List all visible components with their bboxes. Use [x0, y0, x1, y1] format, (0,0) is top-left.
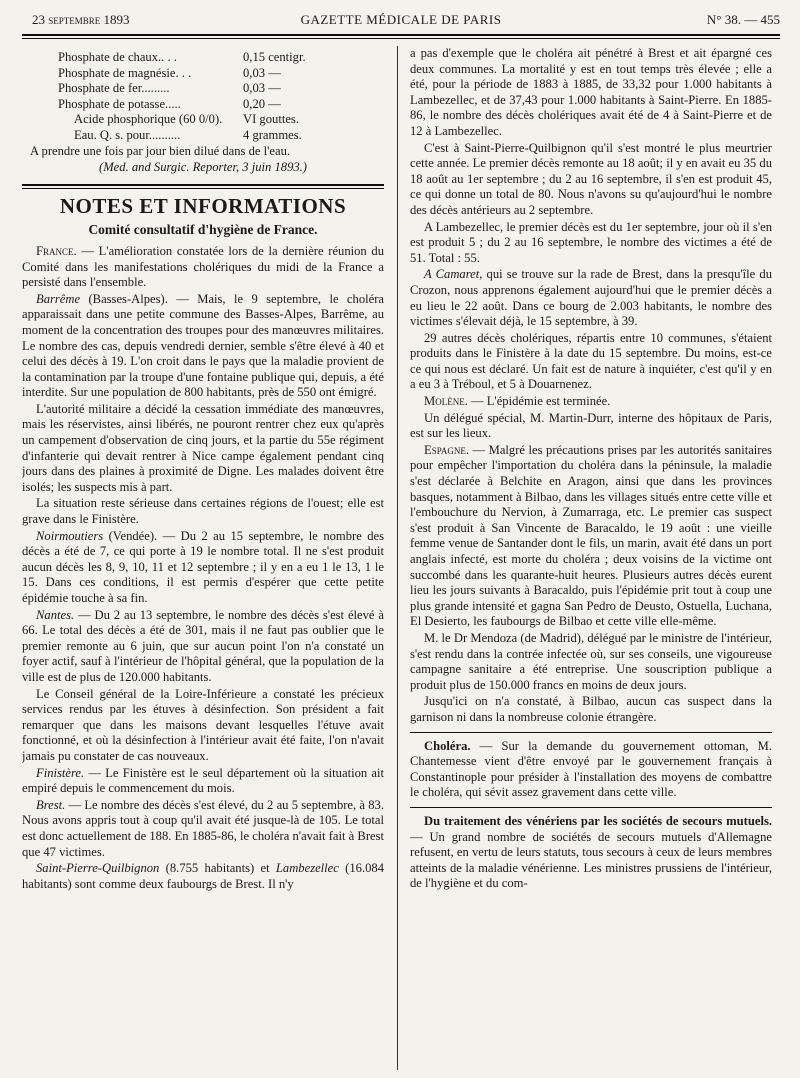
paragraph — [22, 292, 384, 401]
paragraph-text: — L'épidémie est terminée. — [467, 394, 611, 409]
formula-ingredient: Phosphate de magnésie. . . — [58, 65, 192, 80]
formula-dose: 0,03 — — [243, 65, 281, 80]
left-column — [22, 46, 384, 1070]
paragraph-lead: A Camaret — [424, 267, 480, 282]
formula-ingredient: Phosphate de potasse..... — [58, 96, 181, 111]
header-issue: N° 38. — 455 — [706, 12, 780, 27]
header-rule-thin — [22, 38, 780, 39]
paragraph-lead: Brest. — [36, 797, 66, 812]
formula-ingredient: Eau. Q. s. pour.......... — [74, 127, 181, 142]
section-rule — [410, 732, 772, 733]
paragraph-text: — L'amélioration constatée lors de la dernière réunion du Comité dans les manifestations cholériques du midi de la France a persisté dans l'ensemble. — [22, 243, 384, 290]
formula-row — [58, 128, 384, 144]
paragraph — [410, 739, 772, 801]
formula-dose: 0,03 — — [243, 81, 281, 96]
paragraph-text: , qui se trouve sur la rade de Brest, dans la presqu'île du Crozon, nous apprenons également aujourd'hui que le premier décès a eu lieu le 22 août. Dans ce bourg de 2.003 habitants, le nombre des victimes s'élevait déjà, le 15 septembre, à 39. — [410, 267, 772, 329]
formula-row — [58, 97, 384, 113]
running-header — [22, 10, 780, 28]
paragraph — [22, 244, 384, 291]
formula-row — [58, 50, 384, 66]
paragraph — [410, 267, 772, 329]
paragraph-lead: Choléra. — [424, 738, 471, 753]
paragraph — [22, 798, 384, 860]
header-date: 23 septembre 1893 — [32, 12, 130, 27]
paragraph-text: — Le nombre des décès s'est élevé, du 2 au 5 septembre, à 83. Nous avons appris tout à coup qu'il avait été jusque-là de 105. Le total est donc actuellement de 188. En 1885-86, le choléra n'avait fait à Brest que 47 victimes. — [22, 797, 384, 859]
formula-dose: 4 grammes. — [243, 127, 302, 142]
paragraph-lead: Espagne. — [424, 442, 470, 457]
formula-row — [58, 112, 384, 128]
paragraph — [410, 394, 772, 410]
paragraph-text: (Basses-Alpes). — Mais, le 9 septembre, le choléra apparaissait dans une petite commune des Basses-Alpes, Barrême, au moment de la concentration des troupes pour des manœuvres militaires. Le nombre des cas, depuis vendredi dernier, semble s'être élevé à 40 et celui des décès à 19. L'on croit dans le pays que la maladie provient de la contamination par la troupe d'une fontaine publique qui, depuis, a été interdite. Sur une population de 800 habitants, près de 550 ont émigré. — [22, 291, 384, 400]
formula-row — [58, 66, 384, 82]
paragraph-lead: Lambezellec — [275, 861, 339, 876]
section-subtitle: Comité consultatif d'hygiène de France. — [88, 222, 318, 238]
paragraph-text: — Malgré les précautions prises par les autorités sanitaires pour empêcher l'importation du choléra dans la péninsule, la maladie s'est déclarée à Belchite en Aragon, ainsi que dans les provinces basques, notamment à Bilbao, dans les villages situés entre cette ville et l'embouchure du Nervion, à Zumarraga, etc. Le premier cas suspect s'est produit à San Vincente de Baracaldo, le 19 août : une vieille femme venue de Santander dont le fils, un marin, avait été dans un port anglais infecté, est morte du choléra ; deux voisins de la victime ont succombé dans les quarante-huit heures. Plusieurs autres décès eurent lieu les jours suivants à Baracaldo, puis l'épidémie prit tout à coup une plus grande intensité et gagna San Pedro de Deusto, Ostuella, Luchana, El Desierto, les faubourgs de Bilbao et cette ville elle-même. — [410, 442, 772, 629]
paragraph-lead: Finistère. — [36, 765, 85, 780]
paragraph: Un délégué spécial, M. Martin-Durr, interne des hôpitaux de Paris, est sur les lieux. — [410, 410, 772, 441]
header-title: GAZETTE MÉDICALE DE PARIS — [300, 12, 502, 27]
paragraph-lead: Du traitement des vénériens par les sociétés de secours mutuels. — [424, 813, 772, 828]
paragraph: M. le Dr Mendoza (de Madrid), délégué par le ministre de l'intérieur, s'est rendu dans la contrée infectée où, sur ses conseils, une vigoureuse campagne sanitaire a été entreprise. Une souscription publique a produit plus de 150.000 francs en moins de deux jours. — [410, 630, 772, 692]
section-rule-thin — [22, 188, 384, 189]
paragraph: a pas d'exemple que le choléra ait pénétré à Brest et ait épargné ces deux communes. La mortalité y est en tout temps très élevée ; elle a été, pour la période de 1883 à 1885, de 33,32 pour 1.000 habitants à Lambezellec, et de 37,43 pour 1.000 habitants à Saint-Pierre. En 1885-86, le nombre des décès cholériques avait été de 4 à Saint-Pierre et de 12 à Lambezellec. — [410, 46, 772, 138]
paragraph: Le Conseil général de la Loire-Inférieure a constaté les précieux services rendus par les étuves à désinfection. Son président a fait remarquer que dans les maisons devant lesquelles l'étuve avait fonctionné, et où la désinfection à l'intérieur avait été faite, l'on n'avait jamais pu constater de cas nouveaux. — [22, 686, 384, 763]
paragraph: C'est à Saint-Pierre-Quilbignon qu'il s'est montré le plus meurtrier cette année. Le premier décès remonte au 18 août; il y en avait eu 35 du 18 août au 1er septembre ; du 2 au 16 septembre, il s'en est produit 45, ce qui donne un total de 80. Nous n'avons su qu'aujourd'hui le nombre des décès antérieurs au 2 septembre. — [410, 140, 772, 217]
paragraph-lead: Molène. — [424, 394, 468, 409]
formula-source: (Med. and Surgic. Reporter, 3 juin 1893.) — [99, 160, 307, 175]
paragraph-text: — Sur la demande du gouvernement ottoman, M. Chantemesse vient d'être envoyé par le gouvernement français à Constantinople pour présider à l'installation des moyens de combattre le choléra, qui sévit assez gravement dans cette ville. — [410, 738, 772, 800]
section-title: NOTES ET INFORMATIONS — [59, 193, 347, 218]
paragraph-lead: Barrême — [36, 291, 81, 306]
paragraph-text: — Du 2 au 13 septembre, le nombre des décès s'est élevé à 66. Le total des décès a été de 301, mais il ne faut pas oublier que le premier remonte au 6 juin, que sur aucun point l'on n'a constaté un foyer actif, sauf à l'intérieur de l'hôpital général, que la population de la ville est de plus de 120.000 habitants. — [22, 607, 384, 684]
paragraph-text: — Un grand nombre de sociétés de secours mutuels d'Allemagne refusent, en vertu de leurs statuts, tous secours à ceux de leurs membres atteints de la maladie vénérienne. Les ministres prussiens de l'intérieur, de l'hygiène et du com- — [410, 829, 772, 891]
formula-row — [58, 81, 384, 97]
paragraph — [22, 529, 384, 607]
section-rule — [22, 184, 384, 186]
header-rule — [22, 34, 780, 36]
paragraph-text: — Le Finistère est le seul département où la situation ait empiré depuis le commencement du mois. — [22, 765, 384, 796]
paragraph-lead: France. — [36, 243, 77, 258]
formula-ingredient: Acide phosphorique (60 0/0). — [74, 112, 223, 127]
paragraph: 29 autres décès cholériques, répartis entre 10 communes, s'étaient produits dans le Finistère à la date du 15 septembre. Du moins, est-ce ce qui nous est déclaré. Un fait est de nature à inquiéter, c'est qu'il y en a eu 3 à Tréboul, et 5 à Douarnenez. — [410, 330, 772, 392]
columns — [22, 46, 780, 1070]
formula-ingredient: Phosphate de chaux.. . . — [58, 50, 177, 64]
formula-dose: 0,15 centigr. — [243, 50, 306, 64]
paragraph-lead: Saint-Pierre-Quilbignon — [36, 861, 160, 876]
paragraph — [22, 861, 384, 892]
newspaper-page — [22, 10, 780, 1072]
right-column — [410, 46, 772, 1070]
paragraph-text: (8.755 habitants) et — [159, 861, 276, 876]
formula-table — [58, 50, 384, 144]
formula-instruction: A prendre une fois par jour bien dilué dans de l'eau. — [30, 143, 291, 158]
formula-dose: VI gouttes. — [243, 112, 299, 127]
formula-ingredient: Phosphate de fer......... — [58, 81, 170, 96]
formula-dose: 0,20 — — [243, 96, 281, 111]
paragraph: La situation reste sérieuse dans certaines régions de l'ouest; elle est grave dans le Finistère. — [22, 496, 384, 527]
paragraph-text: (Vendée). — Du 2 au 15 septembre, le nombre des décès a été de 7, ce qui porte à 19 le nombre total. Il ne s'est produit aucun décès les 8, 9, 10, 11 et 12 septembre ; il y en a eu 1 le 13, 1 le 15. Dans ces conditions, il est permis d'espérer que cette petite épidémie touche à sa fin. — [22, 528, 384, 605]
paragraph-text: (16.084 habitants) sont comme deux faubourgs de Brest. Il n'y — [22, 861, 384, 891]
paragraph — [410, 443, 772, 630]
paragraph — [22, 766, 384, 797]
paragraph-lead: Noirmoutiers — [36, 528, 104, 543]
paragraph — [22, 608, 384, 686]
paragraph: Jusqu'ici on n'a constaté, à Bilbao, aucun cas suspect dans la garnison ni dans la nombreuse colonie étrangère. — [410, 694, 772, 724]
paragraph — [410, 814, 772, 892]
section-rule — [410, 807, 772, 808]
paragraph: A Lambezellec, le premier décès est du 1er septembre, jour où il s'en est produit 5 ; du 2 au 16 septembre, le nombre des victimes a été de 51. Total : 55. — [410, 219, 772, 265]
paragraph: L'autorité militaire a décidé la cessation immédiate des manœuvres, mais les réservistes, ainsi libérés, ne pouront rentrer chez eux qu'après un campement d'observation de cinq jours, et la partie du 55e régiment d'infanterie qui devait rentrer à Nice campe également pendant cinq jours dans des plaines à proximité de Digne. Les malades doivent être isolés; les suspects mis à part. — [22, 401, 384, 494]
paragraph-lead: Nantes. — [36, 607, 75, 622]
